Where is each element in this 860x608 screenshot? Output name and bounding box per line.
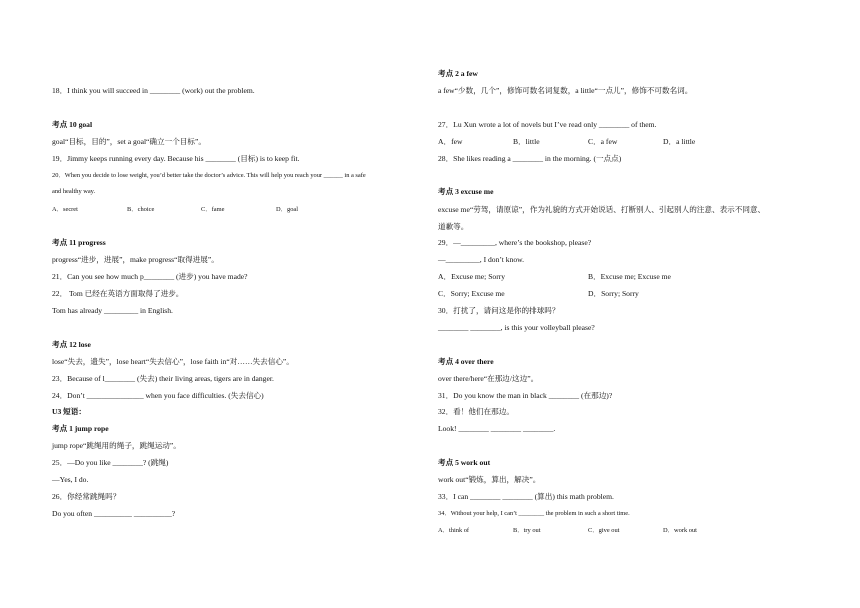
- section-title-progress: 考点 11 progress: [52, 238, 106, 247]
- right-column: [430, 0, 860, 608]
- question-26-cont: Do you often __________ __________?: [52, 509, 176, 518]
- section-title-goal: 考点 10 goal: [52, 120, 93, 129]
- question-33: 33．I can ________ ________ (算出) this math problem.: [438, 492, 614, 501]
- option-c: C．Sorry; Excuse me: [438, 289, 505, 298]
- option-d: D．goal: [276, 206, 299, 213]
- question-24: 24．Don’t _______________ when you face difficulties. (失去信心): [52, 391, 264, 400]
- option-b: B．little: [513, 137, 540, 146]
- section-note-jump-rope: jump rope“跳绳用的绳子，跳绳运动”。: [52, 441, 181, 450]
- question-20-cont: and healthy way.: [52, 188, 96, 195]
- section-note-excuse-me-cont: 道歉等。: [438, 222, 469, 231]
- question-27-options: [438, 137, 738, 147]
- option-a: A．Excuse me; Sorry: [438, 272, 506, 281]
- question-29: 29．—_________, where’s the bookshop, please?: [438, 238, 592, 247]
- question-23: 23．Because of l________ (失去) their living areas, tigers are in danger.: [52, 374, 274, 383]
- unit-heading: U3 短语：: [52, 407, 86, 416]
- question-32: 32．看！他们在那边。: [438, 407, 514, 416]
- option-c: C．a few: [588, 137, 618, 146]
- question-20-options: [52, 205, 352, 215]
- question-34: 34．Without your help, I can’t ________ the problem in such a short time.: [438, 510, 630, 517]
- section-title-jump-rope: 考点 1 jump rope: [52, 424, 109, 433]
- option-b: B．choice: [127, 206, 155, 213]
- question-30-cont: ________ ________, is this your volleyball please?: [438, 323, 595, 332]
- section-note-progress: progress“进步，进展”，make progress“取得进展”。: [52, 255, 219, 264]
- question-22-cont: Tom has already _________ in English.: [52, 306, 173, 315]
- section-note-excuse-me: excuse me“劳驾，请原谅”，作为礼貌的方式开始说话、打断别人、引起别人的注意、表示不同意、: [438, 205, 766, 214]
- option-d: D．work out: [663, 527, 697, 534]
- question-22: 22． Tom 已经在英语方面取得了进步。: [52, 289, 184, 298]
- question-27: 27．Lu Xun wrote a lot of novels but I’ve read only ________ of them.: [438, 120, 657, 129]
- section-title-work-out: 考点 5 work out: [438, 458, 491, 467]
- question-31: 31．Do you know the man in black ________ (在那边)?: [438, 391, 613, 400]
- question-29-cont: —_________, I don’t know.: [438, 255, 525, 264]
- question-20: 20．When you decide to lose weight, you’d better take the doctor’s advice. This will help you reach your ______ in a safe: [52, 172, 366, 179]
- section-note-lose: lose“失去，遗失”，lose heart“失去信心”，lose faith in“对……失去信心”。: [52, 357, 294, 366]
- section-note-goal: goal“目标，目的”，set a goal“确立一个目标”。: [52, 137, 206, 146]
- question-34-options: [438, 526, 738, 536]
- question-29-options-row1: [438, 272, 738, 282]
- section-title-over-there: 考点 4 over there: [438, 357, 494, 366]
- section-title-a-few: 考点 2 a few: [438, 69, 478, 78]
- section-note-a-few: a few“少数，几个”，修饰可数名词复数，a little“一点儿”，修饰不可数名词。: [438, 86, 693, 95]
- question-32-cont: Look! ________ ________ ________.: [438, 424, 556, 433]
- option-c: C．give out: [588, 527, 620, 534]
- question-18: 18．I think you will succeed in ________ (work) out the problem.: [52, 86, 255, 95]
- question-26: 26．你经常跳绳吗？: [52, 492, 121, 501]
- option-d: D．Sorry; Sorry: [588, 289, 639, 298]
- option-a: A．few: [438, 137, 463, 146]
- option-c: C．fame: [201, 206, 225, 213]
- section-note-work-out: work out“锻炼，算出，解决”。: [438, 475, 541, 484]
- section-title-excuse-me: 考点 3 excuse me: [438, 187, 494, 196]
- question-29-options-row2: [438, 289, 738, 299]
- question-25: 25．—Do you like ________? (跳绳): [52, 458, 169, 467]
- option-b: B．Excuse me; Excuse me: [588, 272, 671, 281]
- option-d: D．a little: [663, 137, 696, 146]
- section-note-over-there: over there/here“在那边/这边”。: [438, 374, 539, 383]
- question-25-answer: —Yes, I do.: [52, 475, 89, 484]
- section-title-lose: 考点 12 lose: [52, 340, 91, 349]
- question-28: 28．She likes reading a ________ in the morning. (一点点): [438, 154, 622, 163]
- question-19: 19．Jimmy keeps running every day. Because his ________ (目标) is to keep fit.: [52, 154, 300, 163]
- option-a: A．think of: [438, 527, 470, 534]
- option-a: A．secret: [52, 206, 78, 213]
- question-21: 21．Can you see how much p________ (进步) you have made?: [52, 272, 248, 281]
- option-b: B．try out: [513, 527, 541, 534]
- question-30: 30．打扰了，请问这是你的排球吗？: [438, 306, 560, 315]
